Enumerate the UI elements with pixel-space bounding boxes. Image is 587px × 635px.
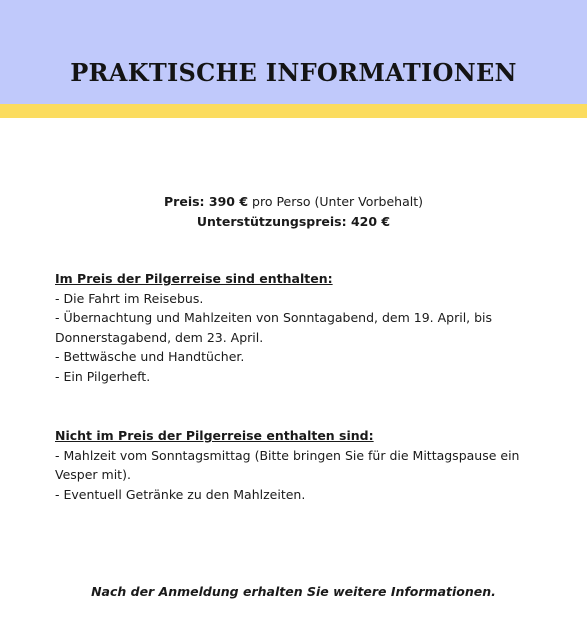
header-banner (0, 0, 587, 104)
footer-note: Nach der Anmeldung erhalten Sie weitere Informationen. (91, 584, 496, 599)
price-suffix: pro Perso (Unter Vorbehalt) (248, 194, 423, 209)
included-item: - Ein Pilgerheft. (55, 368, 151, 384)
price-block (0, 192, 587, 232)
included-item: - Die Fahrt im Reisebus. (55, 290, 204, 306)
included-section (55, 269, 535, 386)
excluded-section (55, 426, 535, 504)
included-item: - Bettwäsche und Handtücher. (55, 349, 245, 364)
page-title: PRAKTISCHE INFORMATIONEN (70, 58, 517, 87)
accent-stripe (0, 104, 587, 118)
excluded-heading: Nicht im Preis der Pilgerreise enthalten sind: (55, 428, 374, 443)
excluded-item: - Mahlzeit vom Sonntagsmittag (Bitte bringen Sie für die Mittagspause ein Vesper mit). (55, 447, 520, 482)
included-item: - Übernachtung und Mahlzeiten von Sonntagabend, dem 19. April, bis Donnerstagabend, dem 23. April. (55, 310, 493, 345)
support-price-label: Unterstützungspreis: 420 € (196, 214, 391, 229)
price-line (0, 192, 587, 212)
price-label: Preis: 390 € (164, 194, 249, 209)
support-price-line (0, 212, 587, 232)
excluded-item: - Eventuell Getränke zu den Mahlzeiten. (55, 486, 306, 502)
included-heading: Im Preis der Pilgerreise sind enthalten: (55, 271, 333, 286)
